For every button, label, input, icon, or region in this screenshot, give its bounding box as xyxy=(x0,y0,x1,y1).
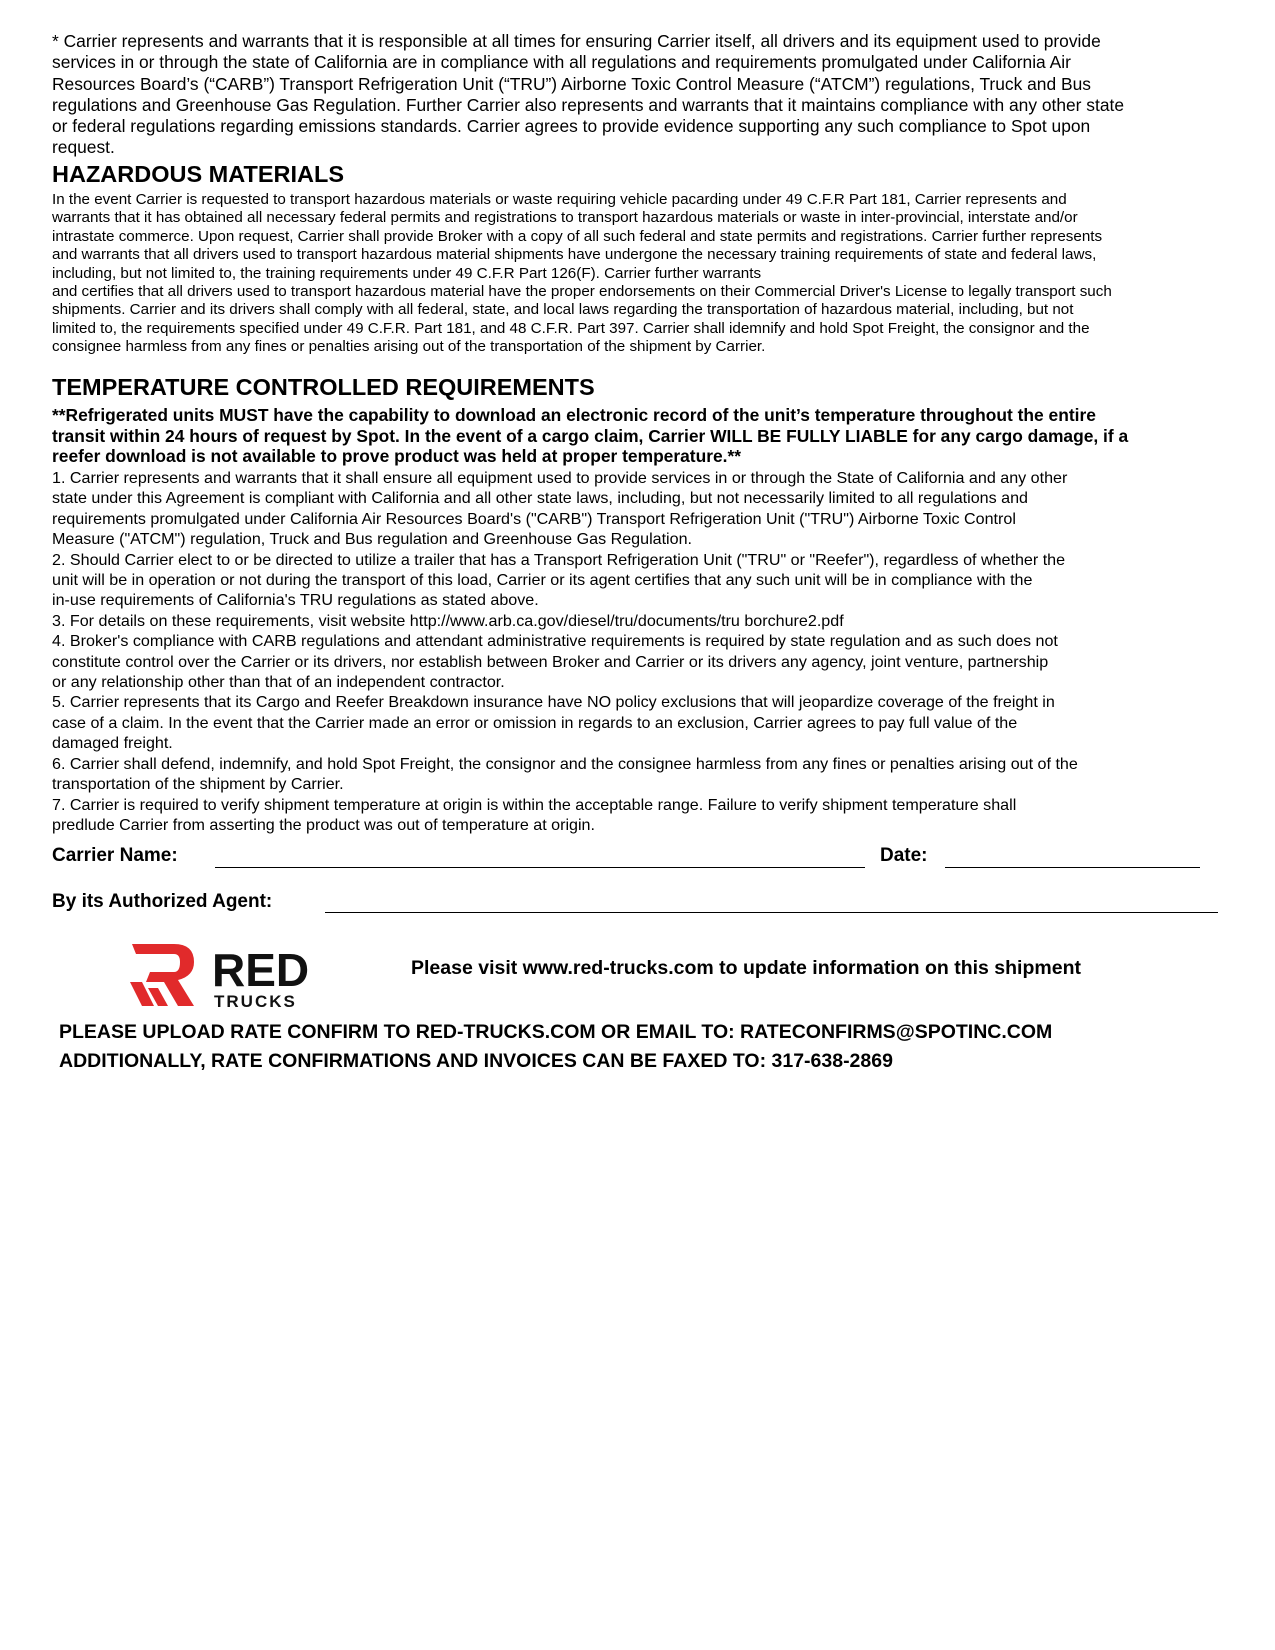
authorized-agent-label: By its Authorized Agent: xyxy=(52,891,273,912)
hazardous-materials-body: In the event Carrier is requested to transport hazardous materials or waste requiring vehicle pacarding under 49 C.F.R Part 181, Carrier represents and warrants that it has obtained all necessary federal permits and registrations to transport hazardous materials or waste in inter-provincial, interstate and/or intrastate commerce. Upon request, Carrier shall provide Broker with a copy of all such federal and state permits and registrations. Carrier further represents and warrants that all drivers used to transport hazardous material shipments have undergone the necessary training requirements of state and federal laws, including, but not limited to, the training requirements under 49 C.F.R Part 126(F). Carrier further warrants and certifies that all drivers used to transport hazardous material have the proper endorsements on their Commercial Driver's License to legally transport such shipments. Carrier and its drivers shall comply with all federal, state, and local laws regarding the transportation of hazardous material, including, but not limited to, the requirements specified under 49 C.F.R. Part 181, and 48 C.F.R. Part 397. Carrier shall idemnify and hold Spot Freight, the consignor and the consignee harmless from any fines or penalties arising out of the transportation of the shipment by Carrier. xyxy=(52,191,1112,356)
hazardous-materials-heading: HAZARDOUS MATERIALS xyxy=(52,161,344,187)
fax-instructions: ADDITIONALLY, RATE CONFIRMATIONS AND INVOICES CAN BE FAXED TO: 317-638-2869 xyxy=(59,1050,893,1072)
temperature-requirements-list: 1. Carrier represents and warrants that it shall ensure all equipment used to provide services in or through the State of California and any other state under this Agreement is compliant with California and all other state laws, including, but not necessarily limited to all regulations and requirements promulgated under California Air Resources Board's ("CARB") Transport Refrigeration Unit ("TRU") Airborne Toxic Control Measure ("ATCM") regulation, Truck and Bus regulation and Greenhouse Gas Regulation. 2. Should Carrier elect to or be directed to utilize a trailer that has a Transport Refrigeration Unit ("TRU" or "Reefer"), regardless of whether the unit will be in operation or not during the transport of this load, Carrier or its agent certifies that any such unit will be in compliance with the in-use requirements of California's TRU regulations as stated above. 3. For details on these requirements, visit website http://www.arb.ca.gov/diesel/tru/documents/tru borchure2.pdf 4. Broker's compliance with CARB regulations and attendant administrative requirements is required by state regulation and as such does not constitute control over the Carrier or its drivers, nor establish between Broker and Carrier or its drivers any agency, joint venture, partnership or any relationship other than that of an independent contractor. 5. Carrier represents that its Cargo and Reefer Breakdown insurance have NO policy exclusions that will jeopardize coverage of the freight in case of a claim. In the event that the Carrier made an error or omission in regards to an exclusion, Carrier agrees to pay full value of the damaged freight. 6. Carrier shall defend, indemnify, and hold Spot Freight, the consignor and the consignee harmless from any fines or penalties arising out of the transportation of the shipment by Carrier. 7. Carrier is required to verify shipment temperature at origin is within the acceptable range. Failure to verify shipment temperature shall predlude Carrier from asserting the product was out of temperature at origin. xyxy=(52,469,1078,834)
upload-instructions: PLEASE UPLOAD RATE CONFIRM TO RED-TRUCKS.COM OR EMAIL TO: RATECONFIRMS@SPOTINC.COM xyxy=(59,1021,1053,1043)
logo-word-red: RED xyxy=(212,944,310,996)
authorized-agent-field[interactable] xyxy=(325,912,1218,913)
carrier-name-label: Carrier Name: xyxy=(52,845,178,866)
logo-word-trucks: TRUCKS xyxy=(214,992,297,1010)
visit-website-text: Please visit www.red-trucks.com to update information on this shipment xyxy=(411,957,1081,979)
red-trucks-logo xyxy=(128,940,324,1010)
reefer-download-notice: **Refrigerated units MUST have the capability to download an electronic record of the unit’s temperature throughout the entire transit within 24 hours of request by Spot. In the event of a cargo claim, Carrier WILL BE FULLY LIABLE for any cargo damage, if a reefer download is not available to prove product was held at proper temperature.** xyxy=(52,405,1129,466)
date-label: Date: xyxy=(880,845,928,866)
date-field[interactable] xyxy=(945,867,1200,868)
intro-paragraph: * Carrier represents and warrants that it is responsible at all times for ensuring Carrier itself, all drivers and its equipment used to provide services in or through the state of California are in compliance with all regulations and requirements promulgated under California Air Resources Board’s (“CARB”) Transport Refrigeration Unit (“TRU”) Airborne Toxic Control Measure (“ATCM”) regulations, Truck and Bus regulations and Greenhouse Gas Regulation. Further Carrier also represents and warrants that it maintains compliance with any other state or federal regulations regarding emissions standards. Carrier agrees to provide evidence supporting any such compliance to Spot upon request. xyxy=(52,31,1125,158)
carrier-name-field[interactable] xyxy=(215,867,865,868)
temperature-requirements-heading: TEMPERATURE CONTROLLED REQUIREMENTS xyxy=(52,374,595,400)
red-trucks-r-mark-icon xyxy=(130,944,194,1006)
